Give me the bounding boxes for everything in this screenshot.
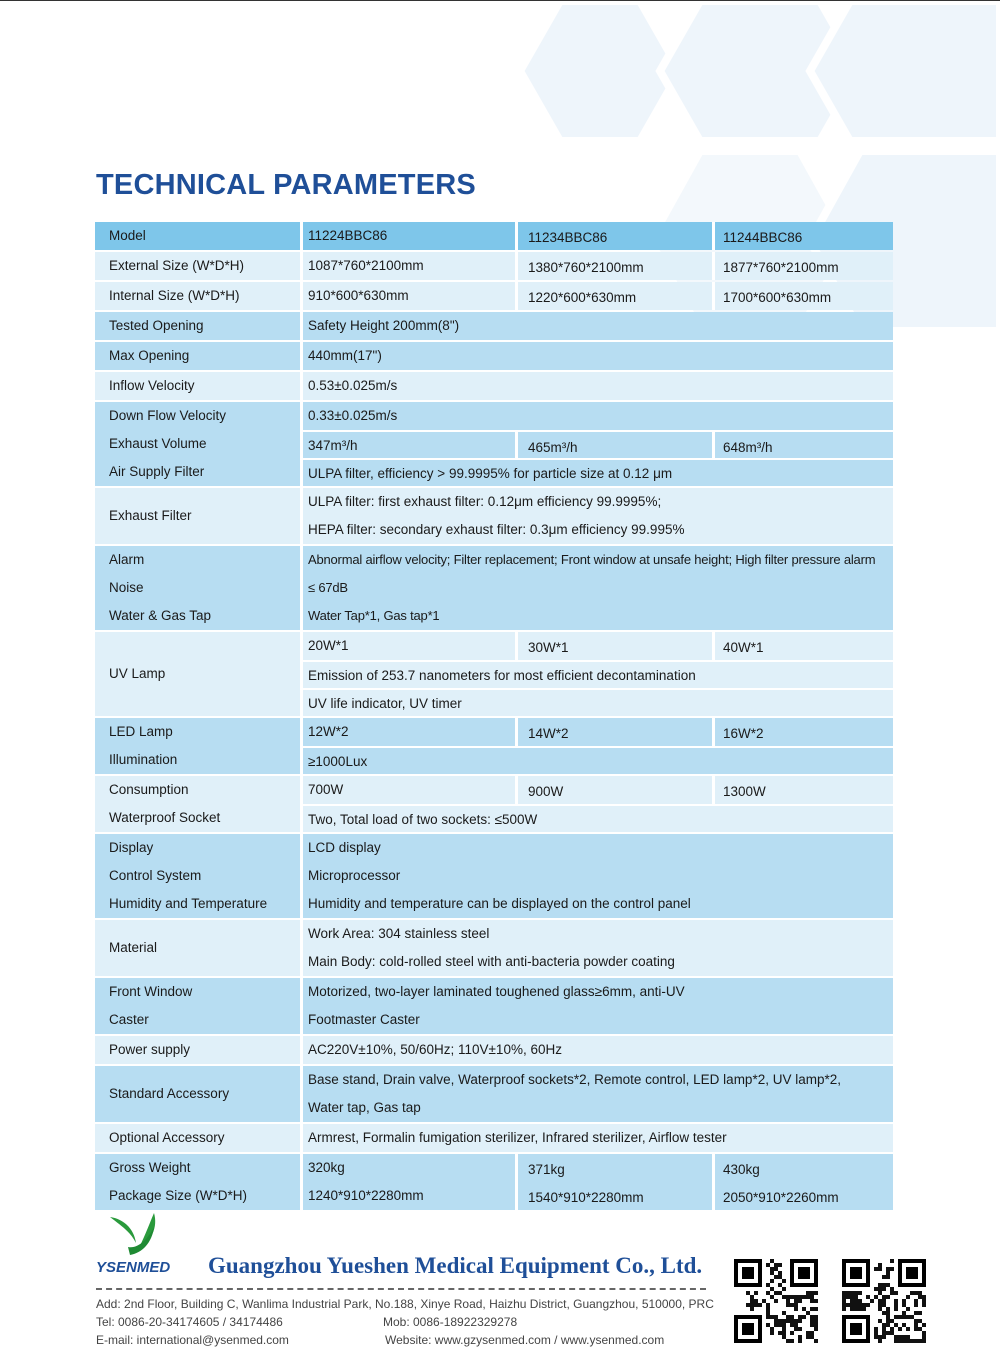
table-cell: 430kg: [712, 1154, 893, 1182]
page-title: TECHNICAL PARAMETERS: [96, 169, 476, 201]
table-cell: 1240*910*2280mm: [308, 1188, 424, 1203]
value-row: [303, 546, 893, 574]
table-row-group: [95, 282, 893, 310]
table-cell: HEPA filter: secondary exhaust filter: 0.3μm efficiency 99.995%: [308, 522, 685, 537]
table-row-group: [95, 222, 893, 250]
value-row: [303, 516, 893, 544]
value-row: [303, 602, 893, 630]
value-row: [303, 718, 893, 746]
footer: [96, 1209, 996, 1359]
table-cell: 1540*910*2280mm: [515, 1182, 712, 1210]
row-labels: [95, 546, 300, 630]
value-row: [303, 1094, 893, 1122]
row-values: [303, 222, 893, 250]
table-cell: 371kg: [515, 1154, 712, 1182]
row-values: [303, 632, 893, 716]
row-labels: [95, 632, 300, 716]
table-cell: Water tap, Gas tap: [308, 1100, 421, 1115]
row-values: [303, 282, 893, 310]
table-cell: Main Body: cold-rolled steel with anti-bacteria powder coating: [308, 954, 675, 969]
row-labels: [95, 312, 300, 340]
value-row: [303, 430, 893, 458]
table-row-group: [95, 402, 893, 486]
table-cell: 1220*600*630mm: [515, 282, 712, 310]
telephone: Tel: 0086-20-34174605 / 34174486: [96, 1315, 283, 1329]
row-values: [303, 718, 893, 774]
table-cell: ULPA filter, efficiency > 99.9995% for particle size at 0.12 μm: [308, 466, 673, 481]
row-label: Tested Opening: [109, 318, 204, 333]
table-cell: 465m³/h: [515, 432, 712, 458]
row-label: Exhaust Filter: [109, 508, 192, 523]
value-row: [303, 746, 893, 774]
table-cell: Humidity and temperature can be displayed on the control panel: [308, 896, 691, 911]
row-labels: [95, 342, 300, 370]
row-label: Display: [109, 840, 154, 855]
table-cell: 1300W: [712, 776, 893, 804]
row-label: Control System: [109, 868, 202, 883]
row-values: [303, 372, 893, 400]
table-cell: Base stand, Drain valve, Waterproof sockets*2, Remote control, LED lamp*2, UV lamp*2,: [308, 1072, 841, 1087]
table-cell: 320kg: [308, 1160, 345, 1175]
website: Website: www.gzysenmed.com / www.ysenmed.com: [385, 1333, 665, 1347]
value-row: [303, 688, 893, 716]
table-row-group: [95, 312, 893, 340]
value-row: [303, 776, 893, 804]
table-cell: 347m³/h: [308, 438, 358, 453]
table-row-group: [95, 342, 893, 370]
table-cell: 30W*1: [515, 632, 712, 660]
row-label: LED Lamp: [109, 724, 173, 739]
value-row: [303, 660, 893, 688]
row-values: [303, 1124, 893, 1152]
row-label: Illumination: [109, 752, 178, 767]
table-cell: 0.53±0.025m/s: [308, 378, 398, 393]
value-row: [303, 948, 893, 976]
row-labels: [95, 834, 300, 918]
row-label: Water & Gas Tap: [109, 608, 212, 623]
row-label: Exhaust Volume: [109, 436, 207, 451]
table-cell: Abnormal airflow velocity; Filter replacement; Front window at unsafe height; High filter pressure alarm: [308, 552, 876, 567]
table-row-group: [95, 834, 893, 918]
row-label: Max Opening: [109, 348, 190, 363]
value-row: [303, 834, 893, 862]
table-cell: AC220V±10%, 50/60Hz; 110V±10%, 60Hz: [308, 1042, 562, 1057]
table-row-group: [95, 978, 893, 1034]
value-row: [303, 890, 893, 918]
table-row-group: [95, 1036, 893, 1064]
parameters-table: [95, 222, 893, 1212]
row-values: [303, 312, 893, 340]
table-cell: 648m³/h: [712, 432, 893, 458]
value-row: [303, 1006, 893, 1034]
row-labels: [95, 222, 300, 250]
table-cell: ≤ 67dB: [308, 580, 348, 595]
row-values: [303, 252, 893, 280]
table-cell: 16W*2: [712, 718, 893, 746]
value-row: [303, 804, 893, 832]
table-row-group: [95, 718, 893, 774]
row-label: Alarm: [109, 552, 145, 567]
logo-text: YSENMED: [96, 1259, 171, 1276]
row-values: [303, 1066, 893, 1122]
row-label: Humidity and Temperature: [109, 896, 268, 911]
table-cell: Motorized, two-layer laminated toughened glass≥6mm, anti-UV: [308, 984, 685, 999]
table-cell: Work Area: 304 stainless steel: [308, 926, 490, 941]
table-cell: 12W*2: [308, 724, 349, 739]
row-values: [303, 978, 893, 1034]
value-row: [303, 1182, 893, 1210]
table-cell: 1087*760*2100mm: [308, 258, 424, 273]
value-row: [303, 458, 893, 486]
table-row-group: [95, 1154, 893, 1210]
row-values: [303, 1036, 893, 1064]
value-row: [303, 920, 893, 948]
table-row-group: [95, 632, 893, 716]
table-cell: 440mm(17"): [308, 348, 382, 363]
table-cell: 14W*2: [515, 718, 712, 746]
value-row: [303, 1066, 893, 1094]
table-cell: 40W*1: [712, 632, 893, 660]
value-row: [303, 402, 893, 430]
email: E-mail: international@ysenmed.com: [96, 1333, 289, 1347]
row-label: Internal Size (W*D*H): [109, 288, 240, 303]
row-label: Down Flow Velocity: [109, 408, 227, 423]
table-cell: Microprocessor: [308, 868, 401, 883]
row-label: Noise: [109, 580, 144, 595]
table-row-group: [95, 776, 893, 832]
row-label: Air Supply Filter: [109, 464, 205, 479]
table-cell: Emission of 253.7 nanometers for most efficient decontamination: [308, 668, 696, 683]
row-values: [303, 402, 893, 486]
value-row: [303, 862, 893, 890]
divider: [96, 1288, 706, 1290]
table-cell: 2050*910*2260mm: [712, 1182, 893, 1210]
table-cell: 11244BBC86: [712, 222, 893, 250]
row-label: Waterproof Socket: [109, 810, 221, 825]
value-row: [303, 342, 893, 370]
table-cell: ≥1000Lux: [308, 754, 368, 769]
value-row: [303, 312, 893, 340]
table-cell: UV life indicator, UV timer: [308, 696, 462, 711]
row-labels: [95, 718, 300, 774]
table-cell: 11234BBC86: [515, 222, 712, 250]
row-values: [303, 834, 893, 918]
value-row: [303, 632, 893, 660]
table-row-group: [95, 1066, 893, 1122]
row-labels: [95, 1154, 300, 1210]
table-cell: Armrest, Formalin fumigation sterilizer, Infrared sterilizer, Airflow tester: [308, 1130, 727, 1145]
row-label: Caster: [109, 1012, 149, 1027]
row-labels: [95, 978, 300, 1034]
row-values: [303, 776, 893, 832]
value-row: [303, 978, 893, 1006]
table-cell: 900W: [515, 776, 712, 804]
row-label: Package Size (W*D*H): [109, 1188, 248, 1203]
row-labels: [95, 920, 300, 976]
company-name: Guangzhou Yueshen Medical Equipment Co., Ltd.: [208, 1253, 703, 1278]
row-labels: [95, 776, 300, 832]
table-row-group: [95, 372, 893, 400]
row-label: Front Window: [109, 984, 193, 999]
row-values: [303, 920, 893, 976]
row-labels: [95, 1066, 300, 1122]
value-row: [303, 574, 893, 602]
row-labels: [95, 1124, 300, 1152]
row-labels: [95, 282, 300, 310]
row-labels: [95, 402, 300, 486]
qr-code-icon: [842, 1259, 926, 1343]
table-row-group: [95, 1124, 893, 1152]
table-cell: Two, Total load of two sockets: ≤500W: [308, 812, 538, 827]
row-values: [303, 488, 893, 544]
table-cell: 1877*760*2100mm: [712, 252, 893, 280]
row-labels: [95, 1036, 300, 1064]
table-row-group: [95, 488, 893, 544]
row-values: [303, 546, 893, 630]
table-cell: 1380*760*2100mm: [515, 252, 712, 280]
table-cell: Water Tap*1, Gas tap*1: [308, 608, 440, 623]
row-label: Power supply: [109, 1042, 191, 1057]
table-cell: Footmaster Caster: [308, 1012, 420, 1027]
value-row: [303, 372, 893, 400]
row-label: Inflow Velocity: [109, 378, 195, 393]
row-label: Consumption: [109, 782, 189, 797]
table-row-group: [95, 252, 893, 280]
table-cell: 700W: [308, 782, 344, 797]
row-labels: [95, 252, 300, 280]
table-cell: ULPA filter: first exhaust filter: 0.12μm efficiency 99.9995%;: [308, 494, 662, 509]
table-cell: 910*600*630mm: [308, 288, 409, 303]
table-cell: 1700*600*630mm: [712, 282, 893, 310]
mobile: Mob: 0086-18922329278: [383, 1315, 518, 1329]
table-cell: 0.33±0.025m/s: [308, 408, 398, 423]
row-label: Material: [109, 940, 158, 955]
row-values: [303, 342, 893, 370]
table-row-group: [95, 920, 893, 976]
row-label: UV Lamp: [109, 666, 166, 681]
qr-code-icon: [734, 1259, 818, 1343]
address: Add: 2nd Floor, Building C, Wanlima Industrial Park, No.188, Xinye Road, Haizhu District, Guangzhou, 510000, PRC: [96, 1297, 714, 1311]
row-label: Standard Accessory: [109, 1086, 230, 1101]
table-row-group: [95, 546, 893, 630]
row-label: Gross Weight: [109, 1160, 191, 1175]
row-labels: [95, 488, 300, 544]
row-label: Optional Accessory: [109, 1130, 225, 1145]
table-cell: Safety Height 200mm(8"): [308, 318, 460, 333]
table-cell: 20W*1: [308, 638, 349, 653]
value-row: [303, 1154, 893, 1182]
value-row: [303, 488, 893, 516]
row-label: External Size (W*D*H): [109, 258, 245, 273]
value-row: [303, 1124, 893, 1152]
row-labels: [95, 372, 300, 400]
value-row: [303, 1036, 893, 1064]
table-cell: LCD display: [308, 840, 381, 855]
table-cell: 11224BBC86: [308, 228, 388, 243]
value-row: [303, 222, 893, 250]
value-row: [303, 252, 893, 280]
row-label: Model: [109, 228, 146, 243]
value-row: [303, 282, 893, 310]
row-values: [303, 1154, 893, 1210]
